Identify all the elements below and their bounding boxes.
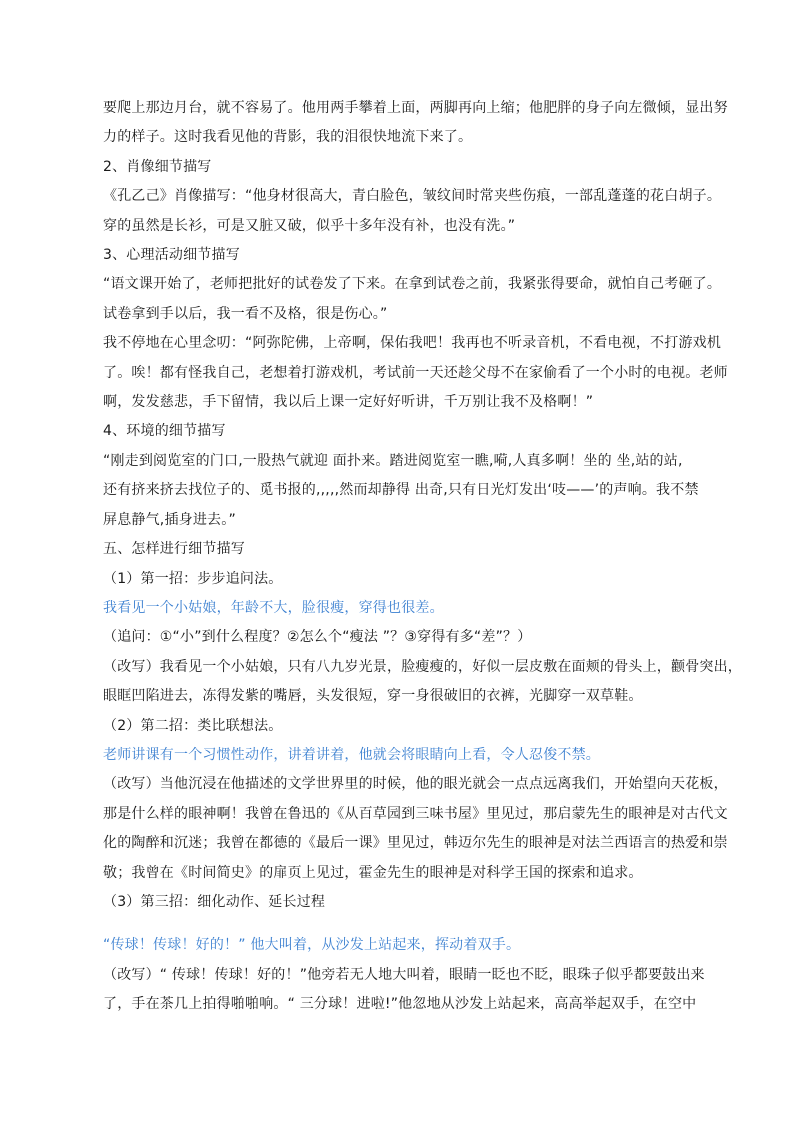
text-line: 试卷拿到手以后，我一看不及格，很是伤心。”	[103, 305, 388, 322]
text-line: 3、心理活动细节描写	[103, 247, 240, 264]
text-line: 穿的虽然是长衫，可是又脏又破，似乎十多年没有补，也没有洗。”	[103, 217, 516, 234]
section-spacer	[103, 917, 723, 931]
text-line: （改写）当他沉浸在他描述的文学世界里的时候，他的眼光就会一点点远离我们，开始望向天花板，	[103, 776, 728, 793]
text-line: 要爬上那边月台，就不容易了。他用两手攀着上面，两脚再向上缩；他肥胖的身子向左微倾，显出努	[103, 100, 728, 116]
text-line: 力的样子。这时我看见他的背影，我的泪很快地流下来了。	[103, 129, 473, 146]
text-line: “语文课开始了，老师把批好的试卷发了下来。在拿到试卷之前，我紧张得要命，就怕自己考砸了。	[103, 276, 722, 293]
text-line: 我不停地在心里念叨：“阿弥陀佛，上帝啊，保佑我吧！我再也不听录音机，不看电视，不打游戏机	[103, 335, 722, 352]
example-sentence: 老师讲课有一个习惯性动作，讲着讲着，他就会将眼睛向上看，令人忍俊不禁。	[103, 746, 600, 763]
text-line: 五、怎样进行细节描写	[103, 541, 245, 558]
text-line: 还有挤来挤去找位子的、觅书报的,,,,,然而却静得 出奇,只有日光灯发出‘吱——’的声响。我不禁	[103, 482, 699, 499]
text-line: （追问：①“小”到什么程度？②怎么个“瘦法 ”？③穿得有多“差”？）	[103, 629, 532, 646]
text-line: 2、肖像细节描写	[103, 158, 212, 175]
text-line: 眼眶凹陷进去，冻得发紫的嘴唇，头发很短，穿一身很破旧的衣裤，光脚穿一双草鞋。	[103, 688, 643, 705]
text-line: “刚走到阅览室的门口,一股热气就迎 面扑来。踏进阅览室一瞧,嗬,人真多啊！坐的 坐,站的站,	[103, 452, 683, 469]
text-line: 《孔乙己》肖像描写：“他身材很高大，青白脸色，皱纹间时常夹些伤痕，一部乱蓬蓬的花白胡子。	[103, 188, 722, 205]
text-line: 4、环境的细节描写	[103, 423, 226, 440]
text-line: （改写）我看见一个小姑娘，只有八九岁光景，脸瘦瘦的，好似一层皮敷在面颊的骨头上，颧骨突出，	[103, 658, 742, 675]
text-line: （1）第一招：步步追问法。	[103, 570, 283, 587]
text-line: 了。唉！都有怪我自己，老想着打游戏机，考试前一天还趁父母不在家偷看了一个小时的电视。老师	[103, 364, 728, 381]
example-sentence: 我看见一个小姑娘，年龄不大，脸很瘦，穿得也很差。	[103, 599, 444, 616]
text-line: （2）第二招：类比联想法。	[103, 717, 283, 734]
text-line: （3）第三招：细化动作、延长过程	[103, 893, 326, 910]
text-line: 了，手在茶几上拍得啪啪响。“ 三分球！进啦!”他忽地从沙发上站起来，高高举起双手，在空中	[103, 996, 697, 1013]
text-line: 屏息静气,插身进去。”	[103, 511, 236, 528]
text-line: 敬；我曾在《时间简史》的扉页上见过，霍金先生的眼神是对科学王国的探索和追求。	[103, 864, 643, 881]
document-body	[103, 94, 742, 1020]
example-sentence: “传球！传球！好的！” 他大叫着，从沙发上站起来，挥动着双手。	[103, 937, 521, 954]
text-line: （改写）“ 传球！传球！好的！”他旁若无人地大叫着，眼睛一眨也不眨，眼珠子似乎都要鼓出来	[103, 966, 705, 983]
text-line: 啊，发发慈悲，手下留情，我以后上课一定好好听讲，千万别让我不及格啊！”	[103, 394, 594, 411]
text-line: 那是什么样的眼神啊！我曾在鲁迅的《从百草园到三味书屋》里见过，那启蒙先生的眼神是对古代文	[103, 805, 728, 822]
text-line: 化的陶醉和沉迷；我曾在都德的《最后一课》里见过，韩迈尔先生的眼神是对法兰西语言的热爱和崇	[103, 835, 728, 852]
